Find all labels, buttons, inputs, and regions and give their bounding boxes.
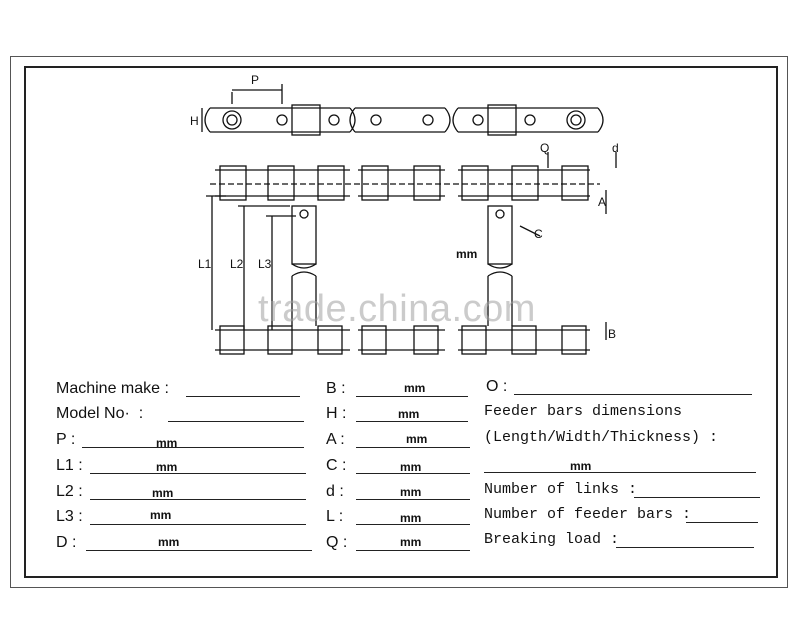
label-number-of-links: Number of links : [484,481,638,498]
unit-c: mm [400,460,422,474]
field-l1[interactable] [90,473,306,474]
label-l3: L3 : [56,508,83,525]
field-machine-make[interactable] [186,396,300,397]
field-o[interactable] [514,394,752,395]
top-plate-2 [355,108,445,132]
feeder-bars-subtitle: (Length/Width/Thickness) : [484,429,719,446]
unit-p: mm [156,436,178,450]
unit-l3: mm [150,508,172,522]
field-b[interactable] [356,396,468,397]
label-l: L : [326,508,344,525]
field-number-of-feeder-bars[interactable] [686,522,758,523]
field-l2[interactable] [90,499,306,500]
field-p[interactable] [82,447,304,448]
field-breaking-load[interactable] [616,547,754,548]
unit-a: mm [406,432,428,446]
feeder-bars-title: Feeder bars dimensions [484,403,683,420]
label-b: B : [326,380,346,397]
field-q[interactable] [356,550,470,551]
label-breaking-load: Breaking load : [484,531,620,548]
label-o: O : [486,378,508,395]
field-h[interactable] [356,421,468,422]
dim-label-a: A [598,195,607,209]
field-model-no[interactable] [168,421,304,422]
unit-l2: mm [152,486,174,500]
label-model-no: Model No· : [56,405,144,422]
dim-label-l2: L2 [230,257,244,271]
dim-label-l3: L3 [258,257,272,271]
label-d-upper: D : [56,534,77,551]
dim-label-mm: mm [456,247,478,261]
label-l1: L1 : [56,457,83,474]
dim-label-b: B [608,327,617,341]
label-d-lower: d : [326,483,344,500]
label-h: H : [326,405,347,422]
dim-label-c: C [534,227,543,241]
field-a[interactable] [356,447,470,448]
label-l2: L2 : [56,483,83,500]
unit-b: mm [404,381,426,395]
dim-label-p: P [251,73,260,87]
unit-l1: mm [156,460,178,474]
dim-label-h: H [190,114,199,128]
label-p: P : [56,431,76,448]
dim-label-q: Q [540,141,550,155]
field-feeder-bars[interactable] [484,472,756,473]
field-number-of-links[interactable] [634,497,760,498]
unit-h: mm [398,407,420,421]
unit-q: mm [400,535,422,549]
label-machine-make: Machine make : [56,380,169,397]
field-l3[interactable] [90,524,306,525]
label-a: A : [326,431,345,448]
unit-d-upper: mm [158,535,180,549]
dim-label-l1: L1 [198,257,212,271]
field-d-upper[interactable] [86,550,312,551]
label-c: C : [326,457,347,474]
label-q: Q : [326,534,348,551]
unit-feeder-bars: mm [570,459,592,473]
unit-d-lower: mm [400,485,422,499]
watermark-text: trade.china.com [258,288,536,330]
unit-l: mm [400,511,422,525]
field-d-lower[interactable] [356,499,470,500]
dim-label-d: d [612,141,619,155]
label-number-of-feeder-bars: Number of feeder bars : [484,506,692,523]
